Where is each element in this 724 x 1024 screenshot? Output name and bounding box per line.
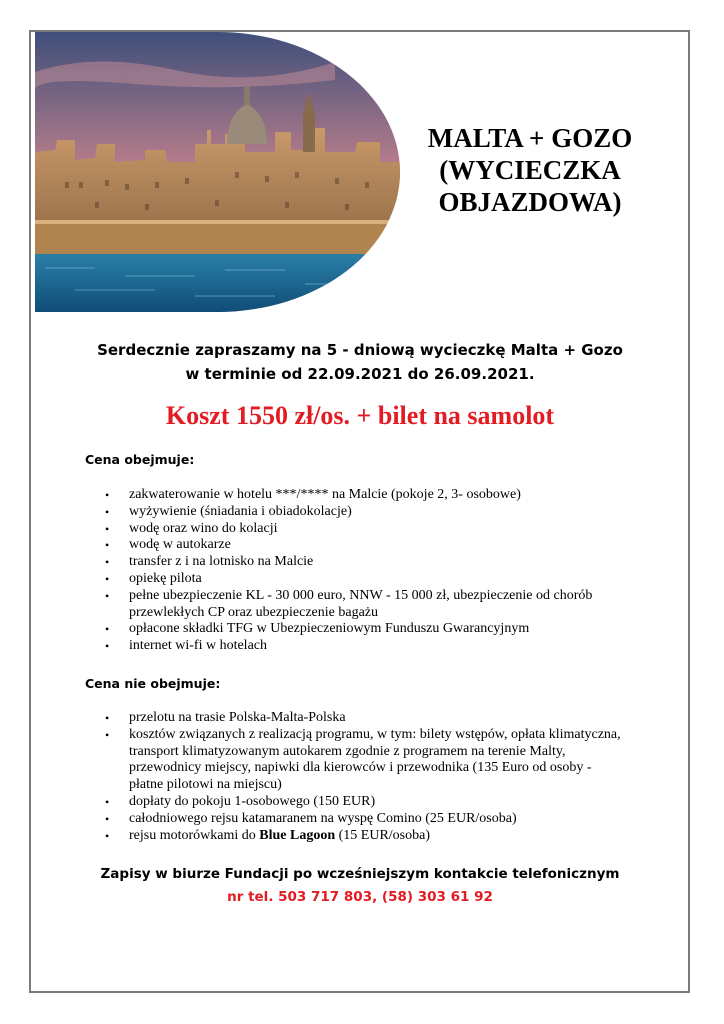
list-item: • opłacone składki TFG w Ubezpieczeniowym Funduszu Gwarancyjnym [85,621,625,638]
list-item: • opiekę pilota [85,571,625,588]
excluded-list [85,710,625,844]
blue-lagoon-name: Blue Lagoon [259,827,336,843]
intro-text [60,338,660,386]
included-heading: Cena obejmuje: [85,452,195,467]
intro-line-1: Serdecznie zapraszamy na 5 - dniową wycieczkę Malta + Gozo [97,341,623,359]
list-item: • kosztów związanych z realizacją programu, w tym: bilety wstępów, opłata klimatyczna, transport klimatyzowanym autokarem zgodnie z programem na terenie Malty, przewodnicy miejscy, napiwki dla kierowców i przewodnika (135 Euro od osoby - płatne pilotowi na miejscu) [85,727,625,794]
list-item [85,828,625,845]
list-item: • wyżywienie (śniadania i obiadokolacje) [85,504,625,521]
page-title [395,122,665,218]
signup-text: Zapisy w biurze Fundacji po wcześniejszym kontakcie telefonicznym [100,866,620,882]
valletta-photo [35,32,400,312]
list-item: • pełne ubezpieczenie KL - 30 000 euro, NNW - 15 000 zł, ubezpieczenie od chorób przewlekłych CP oraz ubezpieczenie bagażu [85,588,625,622]
list-item: • przelotu na trasie Polska-Malta-Polska [85,710,625,727]
list-item: • internet wi-fi w hotelach [85,638,625,655]
blue-lagoon-prefix: rejsu motorówkami do [129,827,260,843]
list-item: • transfer z i na lotnisko na Malcie [85,554,625,571]
intro-line-2: w terminie od 22.09.2021 do 26.09.2021. [185,365,535,383]
list-item: • zakwaterowanie w hotelu ***/**** na Malcie (pokoje 2, 3- osobowe) [85,487,625,504]
title-line-2: (WYCIECZKA [439,155,621,185]
included-list [85,487,625,655]
list-item: • wodę oraz wino do kolacji [85,521,625,538]
list-item: • całodniowego rejsu katamaranem na wyspę Comino (25 EUR/osoba) [85,811,625,828]
price-headline: Koszt 1550 zł/os. + bilet na samolot [165,401,555,430]
phone-numbers: nr tel. 503 717 803, (58) 303 61 92 [227,889,493,905]
list-item: • dopłaty do pokoju 1-osobowego (150 EUR) [85,794,625,811]
blue-lagoon-suffix: (15 EUR/osoba) [335,827,431,843]
excluded-heading: Cena nie obejmuje: [85,676,221,691]
title-line-3: OBJAZDOWA) [438,187,622,217]
title-line-1: MALTA + GOZO [427,123,633,153]
list-item: • wodę w autokarze [85,537,625,554]
